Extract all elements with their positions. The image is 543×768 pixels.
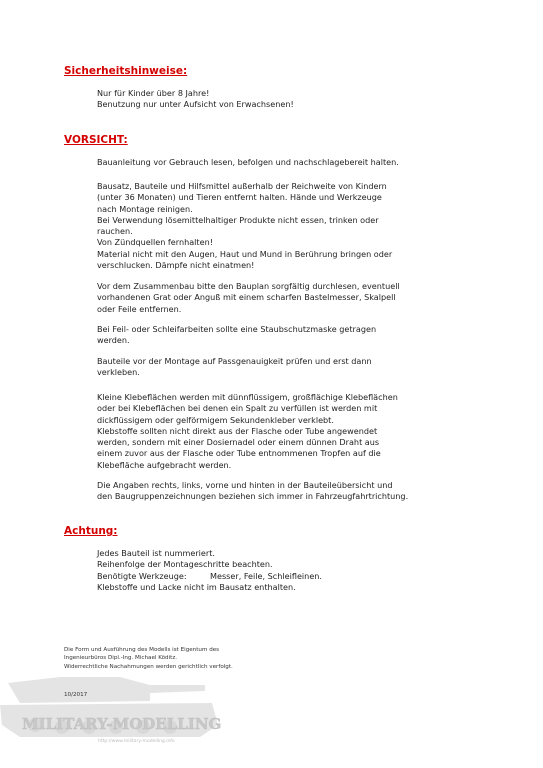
text-line: Klebstoffe sollten nicht direkt aus der Flasche oder Tube angewendet bbox=[97, 425, 378, 436]
safety-heading: Sicherheitshinweise: bbox=[64, 65, 188, 77]
caution-heading: VORSICHT: bbox=[64, 134, 128, 146]
document-date: 10/2017 bbox=[64, 692, 88, 698]
text-line: vorhandenen Grat oder Anguß mit einem scharfen Bastelmesser, Skalpell bbox=[97, 292, 396, 303]
text-line: dickflüssigem oder gelförmigem Sekundenkleber verklebt. bbox=[97, 414, 334, 425]
ownership-notice bbox=[64, 646, 344, 671]
text-line: Klebefläche aufgebracht werden. bbox=[97, 459, 232, 470]
text-line: werden. bbox=[97, 335, 130, 346]
safety-line: Nur für Kinder über 8 Jahre! bbox=[97, 88, 210, 98]
caution-paragraph bbox=[97, 480, 469, 503]
text-line: Bauanleitung vor Gebrauch lesen, befolgen und nachschlagebereit halten. bbox=[97, 157, 399, 167]
attention-heading: Achtung: bbox=[64, 525, 118, 537]
text-line: Bei Feil- oder Schleifarbeiten sollte eine Staubschutzmaske getragen bbox=[97, 324, 377, 334]
watermark-url: http://www.military-modelling.info bbox=[98, 739, 175, 744]
caution-paragraph bbox=[97, 181, 469, 271]
text-line: Vor dem Zusammenbau bitte den Bauplan sorgfältig durchlesen, eventuell bbox=[97, 281, 400, 291]
text-line: Bausatz, Bauteile und Hilfsmittel außerhalb der Reichweite von Kindern bbox=[97, 181, 387, 191]
notice-line: Die Form und Ausführung des Modells ist Eigentum des bbox=[64, 647, 220, 653]
text-line: verschlucken. Dämpfe nicht einatmen! bbox=[97, 260, 255, 271]
text-line: Jedes Bauteil ist nummeriert. bbox=[97, 548, 215, 558]
watermark-brand: MILITARY-MODELLING bbox=[22, 715, 222, 733]
tools-label: Benötigte Werkzeuge: bbox=[97, 570, 187, 581]
caution-paragraph bbox=[97, 281, 469, 315]
text-line: Klebstoffe und Lacke nicht im Bausatz enthalten. bbox=[97, 581, 296, 592]
text-line: (unter 36 Monaten) und Tieren entfernt halten. Hände und Werkzeuge bbox=[97, 192, 382, 203]
text-line: Reihenfolge der Montageschritte beachten. bbox=[97, 559, 273, 570]
attention-text bbox=[97, 548, 469, 593]
safety-line: Benutzung nur unter Aufsicht von Erwachsenen! bbox=[97, 99, 294, 110]
text-line: verkleben. bbox=[97, 367, 140, 378]
text-line: rauchen. bbox=[97, 226, 133, 237]
caution-paragraph bbox=[97, 157, 469, 168]
caution-paragraph bbox=[97, 356, 469, 379]
text-line: Material nicht mit den Augen, Haut und Mund in Berührung bringen oder bbox=[97, 248, 393, 259]
safety-text bbox=[97, 88, 469, 111]
text-line: oder bei Klebeflächen bei denen ein Spalt zu verfüllen ist werden mit bbox=[97, 403, 378, 414]
notice-line: Ingenieurbüros Dipl.-Ing. Michael Köditz. bbox=[64, 655, 178, 662]
text-line: Von Zündquellen fernhalten! bbox=[97, 237, 213, 248]
text-line: Bauteile vor der Montage auf Passgenauigkeit prüfen und erst dann bbox=[97, 356, 372, 366]
text-line: oder Feile entfernen. bbox=[97, 303, 182, 314]
notice-line: Widerrechtliche Nachahmungen werden gerichtlich verfolgt. bbox=[64, 663, 233, 670]
text-line: Kleine Klebeflächen werden mit dünnflüssigem, großflächige Klebeflächen bbox=[97, 392, 398, 402]
caution-paragraph bbox=[97, 324, 469, 347]
caution-paragraph bbox=[97, 392, 469, 471]
text-line: nach Montage reinigen. bbox=[97, 203, 193, 214]
text-line: einem zuvor aus der Flasche oder Tube entnommenen Tropfen auf die bbox=[97, 448, 381, 459]
tools-value: Messer, Feile, Schleifleinen. bbox=[210, 570, 322, 581]
text-line: Bei Verwendung lösemittelhaltiger Produkte nicht essen, trinken oder bbox=[97, 214, 379, 225]
text-line: werden, sondern mit einer Dosiernadel oder einem dünnen Draht aus bbox=[97, 437, 380, 448]
text-line: den Baugruppenzeichnungen beziehen sich immer in Fahrzeugfahrtrichtung. bbox=[97, 491, 409, 502]
tools-line bbox=[97, 571, 469, 582]
text-line: Die Angaben rechts, links, vorne und hinten in der Bauteileübersicht und bbox=[97, 480, 393, 490]
